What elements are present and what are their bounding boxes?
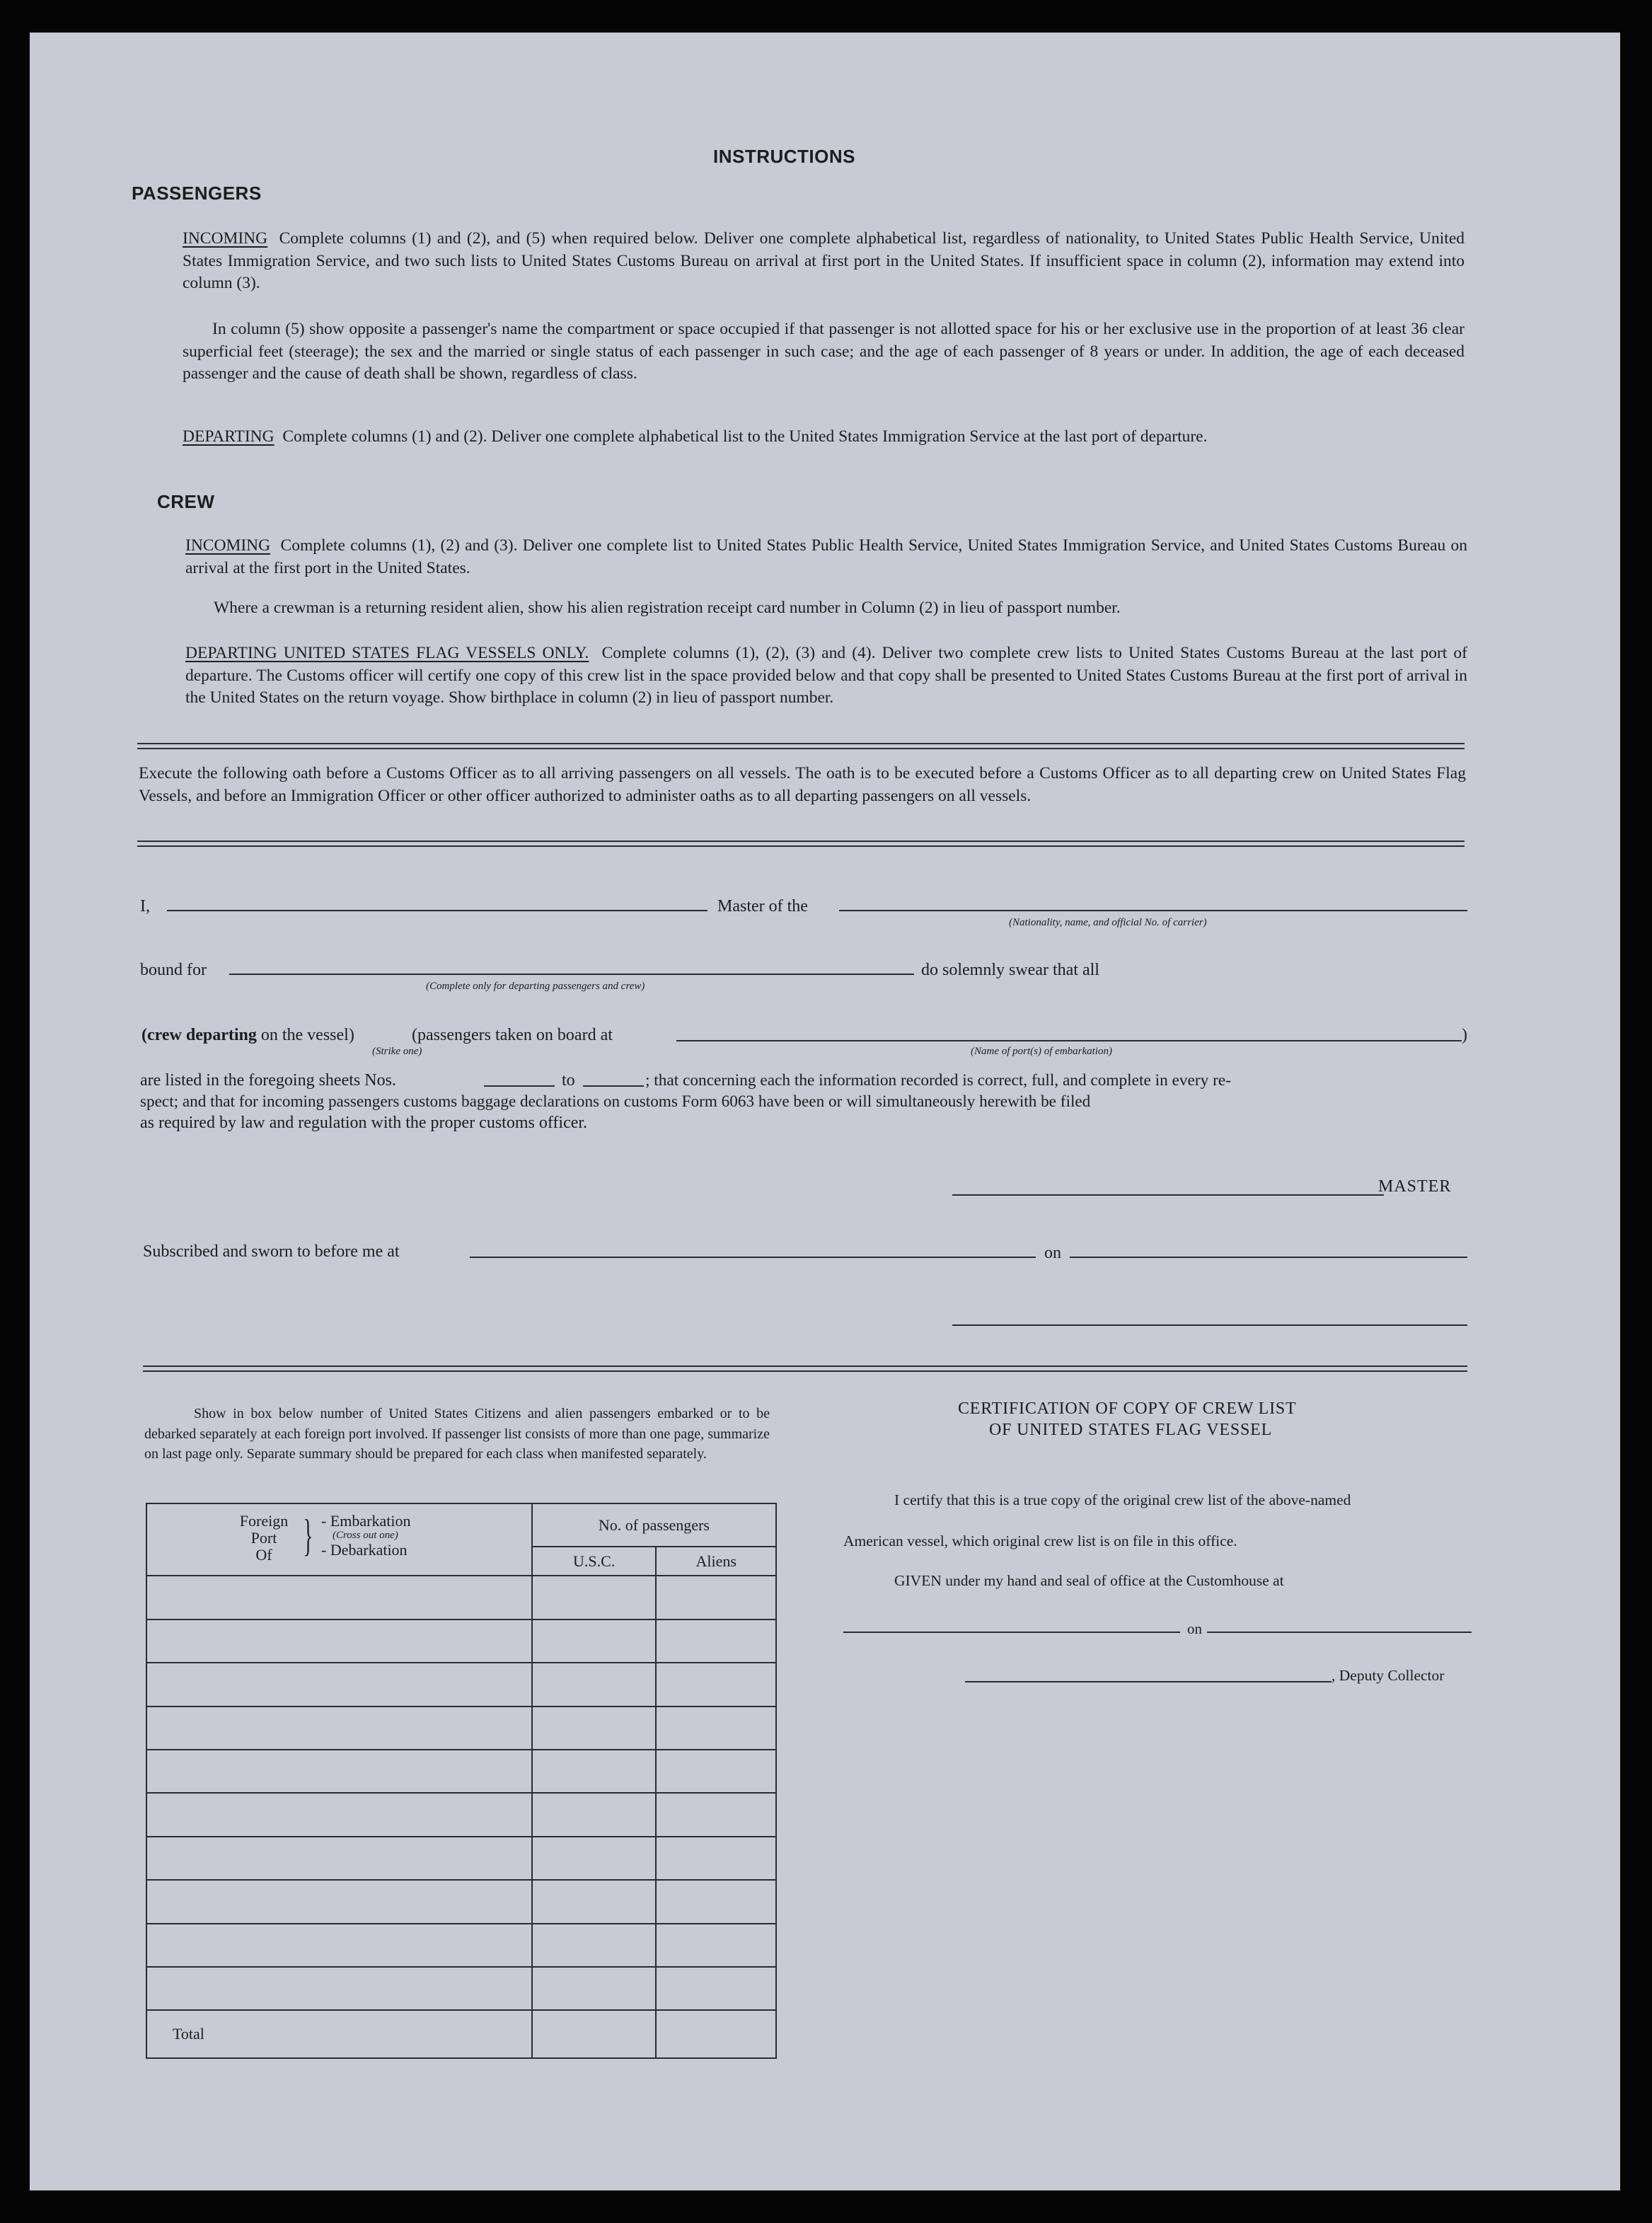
table-row <box>146 1924 776 1967</box>
port-cell[interactable] <box>146 1924 532 1967</box>
subscribed-place-field[interactable] <box>470 1257 1036 1258</box>
bound-for-field[interactable] <box>229 974 914 975</box>
table-row <box>146 1750 776 1793</box>
bound-for-note: (Complete only for departing passengers and crew) <box>426 981 645 992</box>
usc-cell[interactable] <box>532 1707 657 1750</box>
passenger-summary-table <box>146 1503 777 2059</box>
passengers-departing-label: DEPARTING <box>183 427 275 446</box>
aliens-cell[interactable] <box>656 1924 776 1967</box>
listed-sheets-text: are listed in the foregoing sheets Nos. <box>140 1071 396 1090</box>
port-cell[interactable] <box>146 1750 532 1793</box>
cert-date-field[interactable] <box>1207 1632 1472 1633</box>
crew-departing-paragraph <box>185 642 1467 710</box>
aliens-cell[interactable] <box>656 1793 776 1836</box>
port-cell[interactable] <box>146 1793 532 1836</box>
cross-out-note: (Cross out one) <box>333 1530 398 1541</box>
crew-departing-option <box>141 1026 354 1045</box>
swear-text: do solemnly swear that all <box>921 961 1099 979</box>
bound-for-label: bound for <box>140 961 207 979</box>
crew-heading: CREW <box>157 491 215 512</box>
embarkation-port-field[interactable] <box>676 1040 1462 1041</box>
customhouse-field[interactable] <box>843 1632 1180 1633</box>
sheet-from-field[interactable] <box>484 1085 555 1087</box>
usc-cell[interactable] <box>532 1619 657 1663</box>
summary-text: Show in box below number of United States Citizens and alien passengers embarked or to be debarked separately at each foreign port involved. If passenger list consists of more than one page, summarize on last page only. Separate summary should be prepared for each class when manifested separately. <box>144 1406 770 1462</box>
aliens-header: Aliens <box>656 1547 776 1576</box>
port-cell[interactable] <box>146 1576 532 1619</box>
table-row <box>146 1837 776 1880</box>
port-cell[interactable] <box>146 1967 532 2010</box>
aliens-cell[interactable] <box>656 1967 776 2010</box>
total-label: Total <box>146 2010 532 2058</box>
crew-departing-text: Complete columns (1), (2), (3) and (4). Deliver two complete crew lists to United States Customs Bureau at the last port of departure. The Customs officer will certify one copy of this crew list in the space provided below and that copy shall be presented to United States Customs Bureau at the first port of arrival in the United States on the return voyage. Show birthplace in column (2) in lieu of passport number. <box>185 644 1468 707</box>
total-aliens-cell[interactable] <box>656 2010 776 2058</box>
table-row <box>146 1663 776 1706</box>
usc-cell[interactable] <box>532 1837 657 1880</box>
usc-cell[interactable] <box>532 1793 657 1836</box>
total-row <box>146 2010 776 2058</box>
usc-cell[interactable] <box>532 1924 657 1967</box>
table-row <box>146 1619 776 1663</box>
table-row <box>146 1880 776 1923</box>
form-sheet <box>30 33 1620 2190</box>
aliens-cell[interactable] <box>656 1619 776 1663</box>
crew-incoming-label: INCOMING <box>185 536 271 555</box>
crew-returning-paragraph <box>185 597 1467 620</box>
port-note: (Name of port(s) of embarkation) <box>971 1046 1112 1057</box>
debarkation-label: - Debarkation <box>321 1541 408 1559</box>
master-name-field[interactable] <box>167 910 707 911</box>
strike-note: (Strike one) <box>372 1046 422 1057</box>
passengers-incoming-label: INCOMING <box>183 229 268 248</box>
certification-title-1: CERTIFICATION OF COPY OF CREW LIST <box>958 1399 1297 1418</box>
usc-cell[interactable] <box>532 1967 657 2010</box>
port-cell[interactable] <box>146 1707 532 1750</box>
deputy-signature-line[interactable] <box>965 1681 1332 1682</box>
given-text: GIVEN under my hand and seal of office at the Customhouse at <box>894 1572 1284 1589</box>
master-signature-line[interactable] <box>952 1194 1384 1196</box>
aliens-cell[interactable] <box>656 1663 776 1706</box>
oath-intro-paragraph <box>139 763 1466 807</box>
usc-cell[interactable] <box>532 1663 657 1706</box>
passengers-taken-option: (passengers taken on board at <box>412 1026 613 1044</box>
brace-icon: } <box>303 1510 313 1560</box>
subscribed-on-label: on <box>1044 1244 1061 1262</box>
usc-cell[interactable] <box>532 1750 657 1793</box>
usc-cell[interactable] <box>532 1576 657 1619</box>
foreign-label: Foreign <box>239 1512 289 1530</box>
table-row <box>146 1793 776 1836</box>
certification-title-2: OF UNITED STATES FLAG VESSEL <box>989 1421 1273 1439</box>
no-passengers-header: No. of passengers <box>532 1503 776 1547</box>
passengers-departing-paragraph <box>183 426 1465 449</box>
usc-header: U.S.C. <box>532 1547 657 1576</box>
port-cell[interactable] <box>146 1619 532 1663</box>
aliens-cell[interactable] <box>656 1880 776 1923</box>
section-divider <box>137 841 1465 847</box>
subscribed-label: Subscribed and sworn to before me at <box>143 1242 400 1261</box>
listed-text-4: as required by law and regulation with the proper customs officer. <box>140 1114 588 1132</box>
crew-departing-label: DEPARTING UNITED STATES FLAG VESSELS ONLY. <box>185 644 589 662</box>
summary-paragraph <box>144 1404 770 1465</box>
listed-text-3: spect; and that for incoming passengers customs baggage declarations on customs Form 6063 have been or will simultaneously herewith be filed <box>140 1092 1091 1111</box>
carrier-note: (Nationality, name, and official No. of carrier) <box>1009 917 1207 928</box>
table-row <box>146 1707 776 1750</box>
certify-text-1: I certify that this is a true copy of the original crew list of the above-named <box>894 1491 1351 1508</box>
aliens-cell[interactable] <box>656 1707 776 1750</box>
table-row <box>146 1576 776 1619</box>
deputy-collector-label: , Deputy Collector <box>1332 1667 1445 1684</box>
of-label: Of <box>255 1546 272 1564</box>
master-of-label: Master of the <box>717 897 808 916</box>
port-label: Port <box>250 1529 277 1547</box>
passengers-heading: PASSENGERS <box>132 183 262 204</box>
port-cell[interactable] <box>146 1880 532 1923</box>
crew-departing-text: (crew departing <box>141 1026 257 1044</box>
oath-intro-text: Execute the following oath before a Customs Officer as to all arriving passengers on all vessels. The oath is to be executed before a Customs Officer as to all departing crew on United States Flag Vessels, and before an Immigration Officer or other officer authorized to administer oaths as to all departing passengers on all vessels. <box>139 764 1466 805</box>
cert-on-label: on <box>1187 1620 1202 1637</box>
passengers-column5-text: In column (5) show opposite a passenger's name the compartment or space occupied if that passenger is not allotted space for his or her exclusive use in the proportion of at least 36 clear superficial feet (steerage); the sex and the married or single status of each passenger in such case; and the age of each passenger of 8 years or under. In addition, the age of each deceased passenger and the cause of death shall be shown, regardless of class. <box>183 320 1465 383</box>
aliens-cell[interactable] <box>656 1837 776 1880</box>
embarkation-label: - Embarkation <box>321 1512 411 1530</box>
port-header-cell <box>146 1503 532 1576</box>
crew-incoming-text: Complete columns (1), (2) and (3). Deliver one complete list to United States Public Health Service, United States Immigration Service, and United States Customs Bureau on arrival at the first port in the United States. <box>185 536 1467 577</box>
passengers-incoming-text: Complete columns (1) and (2), and (5) when required below. Deliver one complete alphabetical list, regardless of nationality, to United States Public Health Service, United States Immigration Service, and two such lists to United States Customs Bureau on arrival at first port in the United States. If insufficient space in column (2), information may extend into column (3). <box>183 229 1465 292</box>
officer-signature-line[interactable] <box>952 1324 1467 1326</box>
crew-incoming-paragraph <box>185 535 1467 579</box>
aliens-cell[interactable] <box>656 1750 776 1793</box>
total-usc-cell[interactable] <box>532 2010 657 2058</box>
subscribed-date-field[interactable] <box>1070 1257 1467 1258</box>
passengers-incoming-paragraph <box>183 228 1465 295</box>
port-cell[interactable] <box>146 1837 532 1880</box>
certify-text-2: American vessel, which original crew list is on file in this office. <box>843 1532 1237 1549</box>
oath-i-label: I, <box>140 897 150 916</box>
carrier-field[interactable] <box>839 910 1467 911</box>
aliens-cell[interactable] <box>656 1576 776 1619</box>
usc-cell[interactable] <box>532 1880 657 1923</box>
on-vessel-text: on the vessel) <box>260 1026 354 1044</box>
master-label: MASTER <box>1378 1177 1452 1196</box>
passengers-column5-paragraph <box>183 318 1465 386</box>
section-divider <box>137 743 1465 749</box>
port-cell[interactable] <box>146 1663 532 1706</box>
passengers-departing-text: Complete columns (1) and (2). Deliver one complete alphabetical list to the United States Immigration Service at the last port of departure. <box>282 427 1208 446</box>
sheet-to-field[interactable] <box>583 1085 644 1087</box>
page-title: INSTRUCTIONS <box>713 146 855 167</box>
crew-returning-text: Where a crewman is a returning resident alien, show his alien registration receipt card number in Column (2) in lieu of passport number. <box>214 599 1121 617</box>
listed-to-text: to <box>562 1071 575 1090</box>
listed-text-2: ; that concerning each the information recorded is correct, full, and complete in every re- <box>645 1071 1231 1090</box>
table-row <box>146 1967 776 2010</box>
section-divider <box>143 1365 1467 1372</box>
close-paren: ) <box>1462 1026 1467 1044</box>
